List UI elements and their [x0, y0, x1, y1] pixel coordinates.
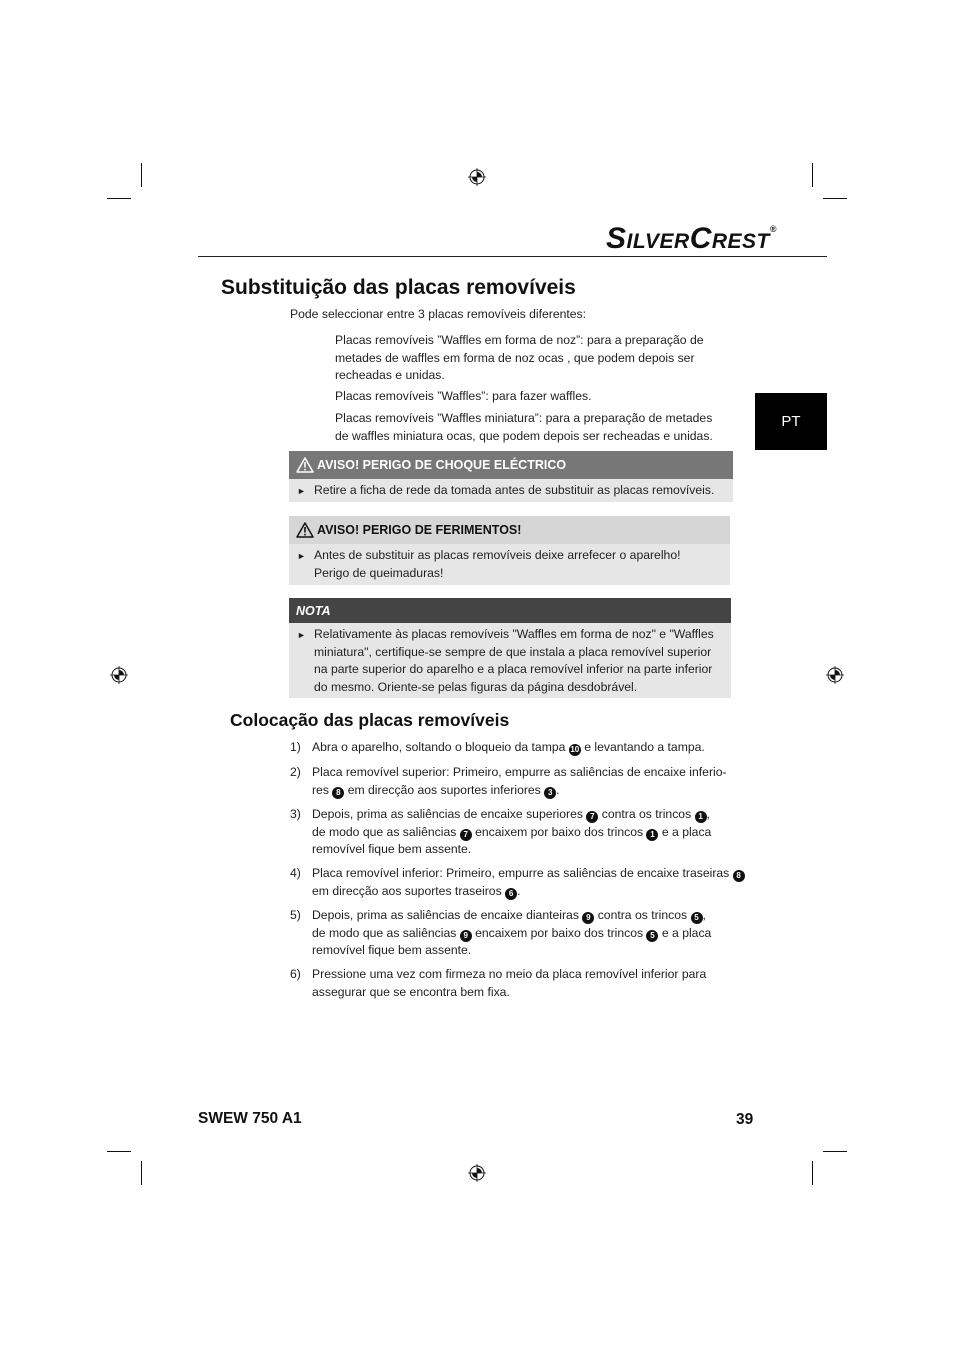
circled-number-icon: 8	[332, 787, 344, 799]
note-body: ► Relativamente às placas removíveis "Waffles em forma de noz" e "Waffles miniatura", certifique-se sempre de que instala a placa removível superior na parte superior do aparelho e a placa removível inferior na parte inferior do mesmo. Oriente-se pelas figuras da página desdobrável.	[289, 623, 731, 698]
circled-number-icon: 1	[695, 811, 707, 823]
crop-mark	[107, 198, 131, 199]
option-waffles: Placas removíveis ”Waffles”: para fazer waffles.	[335, 389, 592, 403]
brand-logo: SILVERCREST®	[606, 222, 778, 255]
step-number: 5)	[290, 908, 301, 922]
crop-mark	[107, 1151, 131, 1152]
bullet-arrow-icon: ►	[297, 630, 306, 640]
step-text: Placa removível inferior: Primeiro, empurre as saliências de encaixe traseiras 8 em direcção aos suportes traseiros 6 .	[312, 865, 742, 900]
option-mini-waffles: Placas removíveis ”Waffles miniatura”: para a preparação de metades de waffles miniatura ocas, que podem depois ser recheadas e unidas.	[335, 411, 713, 443]
circled-number-icon: 9	[460, 930, 472, 942]
circled-number-icon: 3	[544, 787, 556, 799]
language-tab: PT	[755, 393, 827, 450]
circled-number-icon: 8	[733, 870, 745, 882]
circled-number-icon: 5	[646, 930, 658, 942]
warning-electric-body: ► Retire a ficha de rede da tomada antes de substituir as placas removíveis.	[289, 479, 733, 502]
warning-triangle-icon	[296, 522, 314, 538]
warning-electric-header: AVISO! PERIGO DE CHOQUE ELÉCTRICO	[289, 451, 733, 479]
step-number: 2)	[290, 765, 301, 779]
warning-injury-header: AVISO! PERIGO DE FERIMENTOS!	[289, 516, 730, 544]
step-number: 4)	[290, 866, 301, 880]
warning-injury-body: ► Antes de substituir as placas removíveis deixe arrefecer o aparelho! Perigo de queimaduras!	[289, 544, 730, 585]
crop-mark	[823, 198, 847, 199]
step-text: Pressione uma vez com firmeza no meio da placa removível inferior para assegurar que se encontra bem fixa.	[312, 967, 707, 999]
crop-mark	[823, 1151, 847, 1152]
circled-number-icon: 7	[460, 829, 472, 841]
crop-mark	[812, 1161, 813, 1185]
warning-triangle-icon	[296, 457, 314, 473]
step-text: Placa removível superior: Primeiro, empurre as saliências de encaixe inferio- res 8 em direcção aos suportes inferiores 3 .	[312, 765, 727, 797]
crop-mark	[812, 163, 813, 187]
section-title-installation: Colocação das placas removíveis	[230, 710, 510, 730]
crop-mark	[141, 163, 142, 187]
note-header: NOTA	[289, 598, 731, 623]
step-text: Abra o aparelho, soltando o bloqueio da tampa 10 e levantando a tampa.	[312, 740, 705, 754]
registration-target-icon	[110, 666, 128, 684]
section-title-replacement: Substituição das placas removíveis	[221, 276, 576, 299]
header-rule	[198, 256, 827, 257]
page-number: 39	[736, 1111, 754, 1128]
bullet-arrow-icon: ►	[297, 486, 306, 496]
crop-mark	[141, 1161, 142, 1185]
step-number: 6)	[290, 967, 301, 981]
circled-number-icon: 6	[505, 888, 517, 900]
registration-target-icon	[468, 168, 486, 186]
circled-number-icon: 9	[582, 912, 594, 924]
step-number: 1)	[290, 740, 301, 754]
circled-number-icon: 5	[691, 912, 703, 924]
step-number: 3)	[290, 807, 301, 821]
step-text: Depois, prima as saliências de encaixe superiores 7 contra os trincos 1 , de modo que as saliências 7 encaixem por baixo dos trincos 1 e a placa removível fique bem assente.	[312, 807, 712, 856]
step-text: Depois, prima as saliências de encaixe dianteiras 9 contra os trincos 5 , de modo que as saliências 9 encaixem por baixo dos trincos 5 e a placa removível fique bem assente.	[312, 908, 712, 957]
bullet-arrow-icon: ►	[297, 551, 306, 561]
registration-target-icon	[826, 666, 844, 684]
circled-number-icon: 10	[570, 745, 580, 754]
circled-number-icon: 1	[646, 829, 658, 841]
option-nut-waffles: Placas removíveis ”Waffles em forma de noz”: para a preparação de metades de waffles em forma de noz ocas , que podem depois ser recheadas e unidas.	[335, 333, 704, 382]
footer-model-number: SWEW 750 A1	[198, 1110, 302, 1127]
circled-number-icon: 7	[586, 811, 598, 823]
registration-target-icon	[468, 1164, 486, 1182]
intro-text: Pode seleccionar entre 3 placas removíveis diferentes:	[290, 307, 587, 321]
